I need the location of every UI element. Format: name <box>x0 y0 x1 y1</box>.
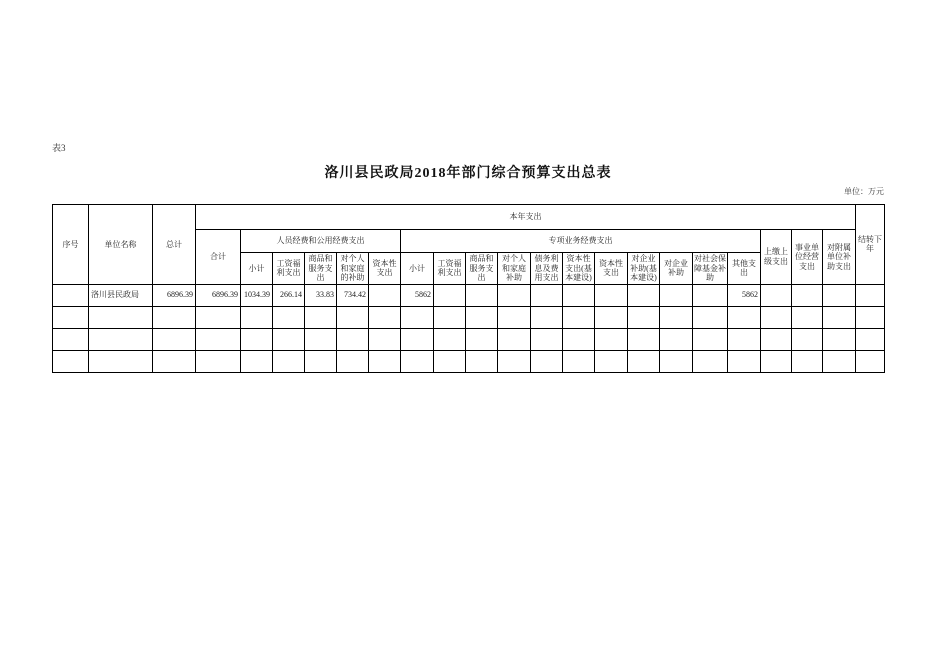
value-cell <box>563 284 595 306</box>
value-cell <box>823 328 856 350</box>
value-cell <box>823 284 856 306</box>
table-header <box>53 205 885 285</box>
col-header-special-enterprise-subsidy-basic-construction: 对企业补助(基本建设) <box>628 253 660 285</box>
value-cell: 5862 <box>401 284 434 306</box>
value-cell <box>153 306 196 328</box>
value-cell <box>660 328 693 350</box>
value-cell <box>153 328 196 350</box>
value-cell <box>434 284 466 306</box>
table-body <box>53 284 885 372</box>
value-cell <box>693 350 728 372</box>
col-header-serial: 序号 <box>53 205 89 285</box>
col-header-special-subtotal: 小计 <box>401 253 434 285</box>
col-header-personnel-subtotal: 小计 <box>241 253 273 285</box>
value-cell <box>434 328 466 350</box>
col-header-personnel-wage-welfare: 工资福利支出 <box>273 253 305 285</box>
table-row <box>53 350 885 372</box>
value-cell <box>466 350 498 372</box>
value-cell <box>434 350 466 372</box>
value-cell <box>660 284 693 306</box>
budget-table <box>52 204 885 373</box>
value-cell <box>660 350 693 372</box>
value-cell: 33.83 <box>305 284 337 306</box>
col-header-subordinate-unit-subsidy: 对附属单位补助支出 <box>823 230 856 285</box>
value-cell <box>531 284 563 306</box>
value-cell <box>792 328 823 350</box>
table-number-note: 表3 <box>52 143 66 153</box>
value-cell <box>531 328 563 350</box>
value-cell <box>856 328 885 350</box>
value-cell <box>466 284 498 306</box>
value-cell <box>466 328 498 350</box>
value-cell <box>498 284 531 306</box>
page-title: 洛川县民政局2018年部门综合预算支出总表 <box>324 166 612 181</box>
value-cell <box>628 328 660 350</box>
col-header-unit-name: 单位名称 <box>89 205 153 285</box>
value-cell: 6896.39 <box>153 284 196 306</box>
value-cell <box>761 306 792 328</box>
col-header-personnel-goods-services: 商品和服务支出 <box>305 253 337 285</box>
col-header-special-other-expenditure: 其他支出 <box>728 253 761 285</box>
col-header-special-social-security-fund-subsidy: 对社会保障基金补助 <box>693 253 728 285</box>
value-cell <box>728 350 761 372</box>
value-cell <box>305 350 337 372</box>
value-cell: 266.14 <box>273 284 305 306</box>
col-header-personnel-capital-expenditure: 资本性支出 <box>369 253 401 285</box>
value-cell <box>466 306 498 328</box>
value-cell <box>628 306 660 328</box>
value-cell <box>628 350 660 372</box>
value-cell <box>305 306 337 328</box>
col-header-special-capital-expenditure: 资本性支出 <box>595 253 628 285</box>
value-cell <box>498 306 531 328</box>
table-row <box>53 306 885 328</box>
unit-name-cell <box>89 306 153 328</box>
value-cell <box>196 328 241 350</box>
col-group-personnel-public: 人员经费和公用经费支出 <box>241 230 401 253</box>
value-cell <box>856 284 885 306</box>
value-cell <box>792 306 823 328</box>
col-header-business-unit-operating: 事业单位经营支出 <box>792 230 823 285</box>
value-cell <box>660 306 693 328</box>
col-header-special-capital-basic-construction: 资本性支出(基本建设) <box>563 253 595 285</box>
value-cell <box>761 350 792 372</box>
col-header-carry-forward: 结转下年 <box>856 205 885 285</box>
value-cell <box>369 328 401 350</box>
value-cell <box>337 328 369 350</box>
value-cell <box>693 306 728 328</box>
col-header-upper-level-payment: 上缴上级支出 <box>761 230 792 285</box>
value-cell <box>241 306 273 328</box>
value-cell <box>434 306 466 328</box>
value-cell <box>241 328 273 350</box>
value-cell: 1034.39 <box>241 284 273 306</box>
col-header-special-individual-family-subsidy: 对个人和家庭补助 <box>498 253 531 285</box>
value-cell <box>241 350 273 372</box>
value-cell <box>53 306 89 328</box>
value-cell <box>196 306 241 328</box>
col-header-current-year-expenditure: 本年支出 <box>196 205 856 230</box>
value-cell <box>595 350 628 372</box>
value-cell <box>498 328 531 350</box>
value-cell <box>693 284 728 306</box>
value-cell <box>53 284 89 306</box>
value-cell <box>53 350 89 372</box>
value-cell <box>369 306 401 328</box>
value-cell: 734.42 <box>337 284 369 306</box>
value-cell <box>792 350 823 372</box>
col-header-special-wage-welfare: 工资福利支出 <box>434 253 466 285</box>
value-cell <box>337 306 369 328</box>
value-cell <box>273 306 305 328</box>
value-cell <box>337 350 369 372</box>
col-header-special-enterprise-subsidy: 对企业补助 <box>660 253 693 285</box>
value-cell <box>531 350 563 372</box>
table-row <box>53 284 885 306</box>
value-cell <box>595 306 628 328</box>
value-cell <box>369 284 401 306</box>
value-cell <box>153 350 196 372</box>
value-cell <box>273 350 305 372</box>
value-cell <box>761 328 792 350</box>
value-cell <box>531 306 563 328</box>
value-cell <box>401 328 434 350</box>
value-cell <box>196 350 241 372</box>
unit-label: 单位：万元 <box>844 187 884 196</box>
unit-name-cell <box>89 350 153 372</box>
value-cell <box>693 328 728 350</box>
value-cell <box>563 328 595 350</box>
value-cell <box>498 350 531 372</box>
value-cell <box>273 328 305 350</box>
value-cell <box>595 328 628 350</box>
value-cell <box>823 306 856 328</box>
value-cell <box>563 350 595 372</box>
value-cell <box>823 350 856 372</box>
value-cell <box>401 350 434 372</box>
value-cell: 5862 <box>728 284 761 306</box>
col-header-grand-total: 总计 <box>153 205 196 285</box>
col-header-special-goods-services: 商品和服务支出 <box>466 253 498 285</box>
value-cell <box>563 306 595 328</box>
value-cell <box>305 328 337 350</box>
value-cell <box>728 306 761 328</box>
value-cell <box>792 284 823 306</box>
value-cell <box>856 350 885 372</box>
value-cell <box>369 350 401 372</box>
table-row <box>53 328 885 350</box>
value-cell <box>628 284 660 306</box>
value-cell <box>728 328 761 350</box>
value-cell: 6896.39 <box>196 284 241 306</box>
value-cell <box>401 306 434 328</box>
col-header-special-debt-interest: 债务利息及费用支出 <box>531 253 563 285</box>
col-header-personnel-individual-family-subsidy: 对个人和家庭的补助 <box>337 253 369 285</box>
unit-name-cell: 洛川县民政局 <box>89 284 153 306</box>
unit-name-cell <box>89 328 153 350</box>
value-cell <box>761 284 792 306</box>
value-cell <box>856 306 885 328</box>
value-cell <box>595 284 628 306</box>
value-cell <box>53 328 89 350</box>
col-group-special-business: 专项业务经费支出 <box>401 230 761 253</box>
col-header-total: 合计 <box>196 230 241 285</box>
